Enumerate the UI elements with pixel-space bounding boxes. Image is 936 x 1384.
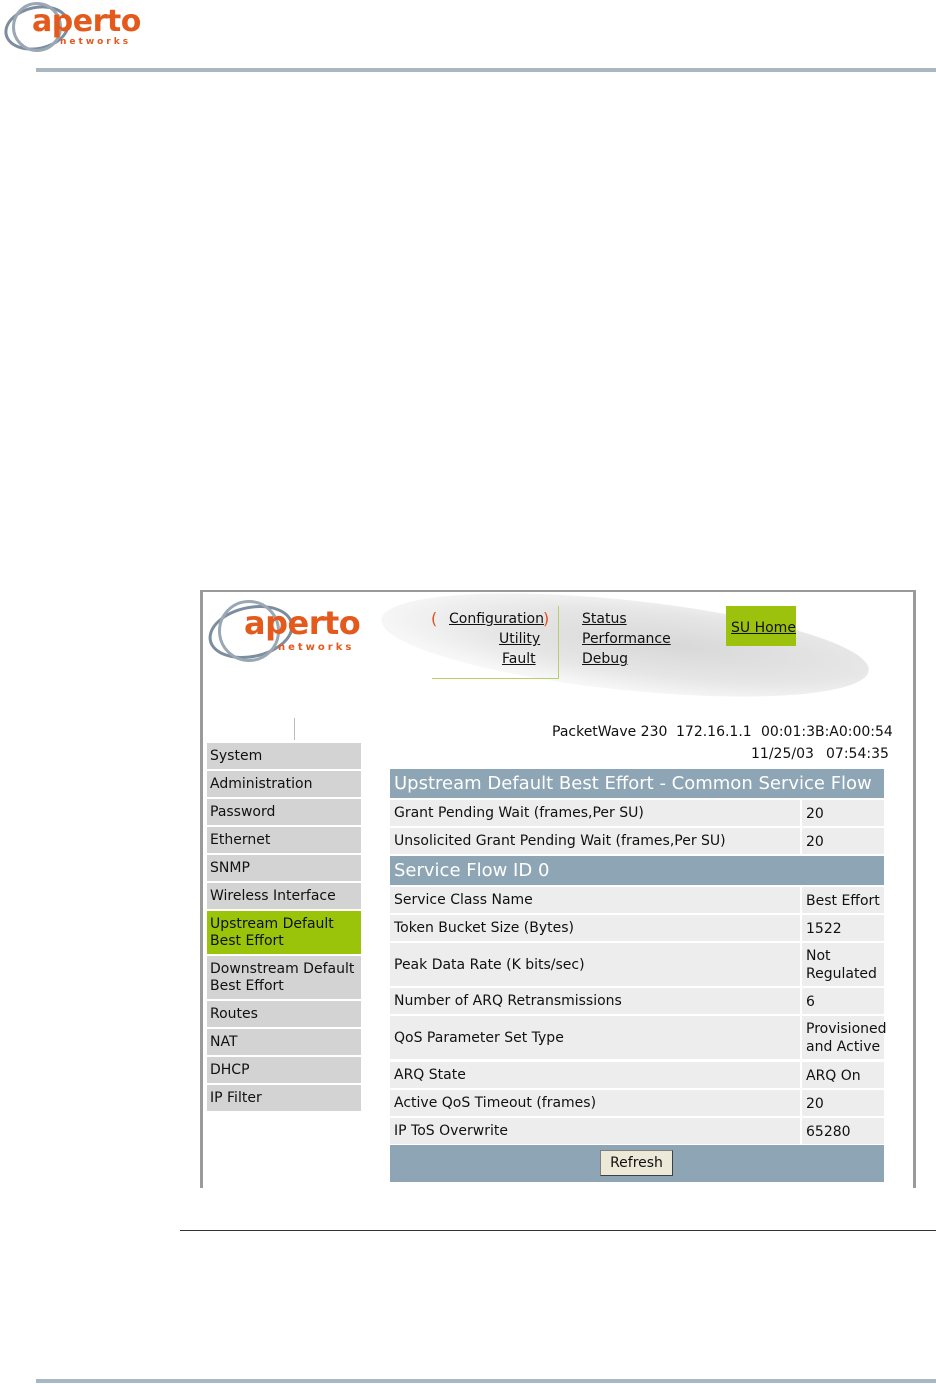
app-logo	[204, 596, 374, 660]
table-row	[390, 943, 884, 986]
table-row	[390, 800, 884, 826]
doc-logo-word: aperto	[32, 4, 141, 39]
row-value: 6	[806, 994, 815, 1010]
sidebar-item-label: Routes	[210, 1006, 258, 1022]
sidebar-item-label: Password	[210, 804, 276, 820]
sidebar-item-label: System	[210, 748, 263, 764]
table-row	[390, 1016, 887, 1059]
footer-divider	[36, 1379, 936, 1383]
row-value: 1522	[806, 921, 842, 937]
doc-logo	[0, 0, 140, 60]
sidebar-item-label: DHCP	[210, 1062, 250, 1078]
row-label: Service Class Name	[394, 892, 533, 908]
sidebar-item-password[interactable]	[207, 799, 361, 825]
row-value: Not Regulated	[806, 948, 877, 982]
su-home-button[interactable]	[726, 606, 796, 646]
refresh-button[interactable]: Refresh	[600, 1150, 673, 1176]
table-row	[390, 988, 884, 1014]
figure-divider	[180, 1230, 936, 1231]
device-time: 07:54:35	[826, 746, 889, 762]
sidebar-item-nat[interactable]	[207, 1029, 361, 1055]
sidebar-item-system[interactable]	[207, 743, 361, 769]
sidebar-item-downstream-default-best-effort[interactable]	[207, 956, 361, 999]
section-title-common-service-flow: Upstream Default Best Effort - Common Service Flow	[390, 769, 884, 798]
header-divider	[36, 68, 936, 72]
row-label: Token Bucket Size (Bytes)	[394, 920, 575, 936]
row-label: Unsolicited Grant Pending Wait (frames,Per SU)	[394, 833, 726, 849]
cell-divider	[800, 828, 802, 854]
cell-divider	[800, 887, 802, 913]
sidebar-item-label: Downstream Default Best Effort	[210, 961, 355, 994]
sidebar-item-label: Administration	[210, 776, 313, 792]
sidebar-item-label: IP Filter	[210, 1090, 262, 1106]
nav-debug-link[interactable]: Debug	[582, 651, 629, 667]
sidebar-item-upstream-default-best-effort[interactable]	[207, 911, 361, 954]
table-row	[390, 1062, 884, 1088]
doc-logo-sub: networks	[60, 37, 132, 47]
table-footer	[390, 1145, 884, 1182]
sidebar-item-ip-filter[interactable]	[207, 1085, 361, 1111]
cell-divider	[800, 988, 802, 1014]
sidebar-item-label: NAT	[210, 1034, 238, 1050]
sidebar-item-label: SNMP	[210, 860, 250, 876]
table-row	[390, 1118, 884, 1144]
cell-divider	[800, 1090, 802, 1116]
sidebar-item-label: Ethernet	[210, 832, 271, 848]
row-value: ARQ On	[806, 1068, 861, 1084]
table-row	[390, 828, 884, 854]
device-model: PacketWave 230	[552, 724, 668, 740]
row-label: QoS Parameter Set Type	[394, 1030, 564, 1046]
sidebar-item-administration[interactable]	[207, 771, 361, 797]
sidebar-divider	[294, 718, 295, 740]
device-date: 11/25/03	[751, 746, 814, 762]
row-value: 20	[806, 1096, 824, 1112]
table-row	[390, 915, 884, 941]
row-label: Active QoS Timeout (frames)	[394, 1095, 597, 1111]
nav-bracket-icon: )	[543, 609, 550, 628]
sidebar-item-label: Wireless Interface	[210, 888, 336, 904]
nav-configuration-link[interactable]: Configuration	[449, 611, 544, 627]
app-logo-sub: networks	[278, 642, 355, 653]
cell-divider	[800, 915, 802, 941]
cell-divider	[800, 943, 802, 986]
table-row	[390, 887, 884, 913]
row-value: 65280	[806, 1124, 851, 1140]
sidebar-item-routes[interactable]	[207, 1001, 361, 1027]
sidebar-item-label: Upstream Default Best Effort	[210, 916, 334, 949]
row-label: IP ToS Overwrite	[394, 1123, 508, 1139]
device-ip: 172.16.1.1	[676, 724, 752, 740]
table-row	[390, 1090, 884, 1116]
cell-divider	[800, 1016, 802, 1059]
nav-performance-link[interactable]: Performance	[582, 631, 671, 647]
row-value: 20	[806, 834, 824, 850]
cell-divider	[800, 800, 802, 826]
sidebar-item-snmp[interactable]	[207, 855, 361, 881]
su-home-label[interactable]: SU Home	[731, 620, 796, 636]
row-label: Grant Pending Wait (frames,Per SU)	[394, 805, 644, 821]
nav-utility-link[interactable]: Utility	[499, 631, 541, 647]
cell-divider	[800, 1062, 802, 1088]
section-title-service-flow-id: Service Flow ID 0	[390, 856, 884, 885]
sidebar-item-wireless-interface[interactable]	[207, 883, 361, 909]
app-logo-word: aperto	[244, 604, 361, 642]
row-value: 20	[806, 806, 824, 822]
nav-bracket-icon: (	[431, 609, 438, 628]
nav-fault-link[interactable]: Fault	[502, 651, 536, 667]
sidebar-item-ethernet[interactable]	[207, 827, 361, 853]
row-value: Best Effort	[806, 893, 880, 909]
nav-status-link[interactable]: Status	[582, 611, 627, 627]
row-label: Peak Data Rate (K bits/sec)	[394, 957, 585, 973]
row-value: Provisioned and Active	[806, 1021, 887, 1055]
cell-divider	[800, 1118, 802, 1144]
sidebar-item-dhcp[interactable]	[207, 1057, 361, 1083]
row-label: ARQ State	[394, 1067, 466, 1083]
device-mac: 00:01:3B:A0:00:54	[761, 724, 893, 740]
row-label: Number of ARQ Retransmissions	[394, 993, 622, 1009]
